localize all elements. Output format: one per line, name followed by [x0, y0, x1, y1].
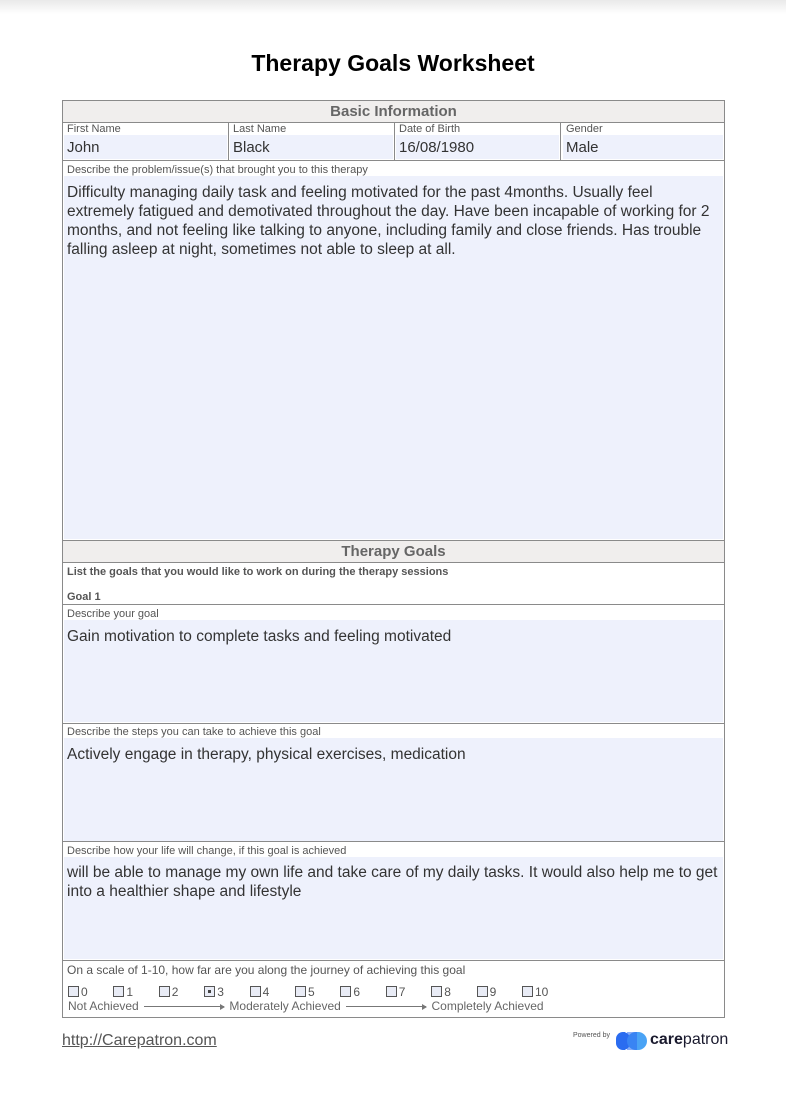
brand-bold: care	[650, 1031, 683, 1048]
scale-option-label: 10	[535, 985, 549, 999]
worksheet-form	[62, 100, 725, 1018]
divider	[228, 123, 229, 160]
scale-option-label: 0	[81, 985, 88, 999]
divider	[63, 841, 724, 842]
scale-option-10[interactable]	[522, 985, 548, 999]
problem-text: Difficulty managing daily task and feeling motivated for the past 4months. Usually feel extremely fatigued and demotivated throughout the day. Have been incapable of working for 2 months, and not feeling like talking to anyone, including family and close friends. Has trouble falling asleep at night, sometimes not able to sleep at all.	[67, 184, 710, 258]
scale-option-5[interactable]	[295, 985, 315, 999]
checkbox-icon[interactable]	[340, 986, 351, 997]
dob-value: 16/08/1980	[399, 139, 475, 156]
divider	[394, 123, 395, 160]
scale-option-label: 7	[398, 985, 406, 999]
scale-label: On a scale of 1-10, how far are you along the journey of achieving this goal	[67, 963, 466, 977]
scale-option-2[interactable]	[159, 985, 179, 999]
basic-info-heading: Basic Information	[63, 101, 724, 123]
scale-captions	[68, 999, 544, 1013]
scale-option-label: 1	[126, 985, 134, 999]
goals-instructions: List the goals that you would like to work on during the therapy sessions	[67, 566, 449, 578]
arrow-icon	[346, 1006, 426, 1007]
carepatron-logo-icon	[615, 1030, 649, 1052]
top-shadow	[0, 0, 786, 14]
divider	[63, 160, 724, 161]
checkbox-icon[interactable]	[68, 986, 79, 997]
last-name-label: Last Name	[233, 123, 287, 135]
checkbox-icon[interactable]	[250, 986, 261, 997]
checkbox-icon[interactable]	[522, 986, 533, 997]
change-text: will be able to manage my own life and take care of my daily tasks. It would also help me to get into a healthier shape and lifestyle	[67, 864, 718, 900]
scale-option-label: 2	[171, 985, 179, 999]
scale-option-label: 4	[262, 985, 270, 999]
divider	[560, 123, 561, 160]
first-name-value: John	[67, 139, 100, 156]
scale-option-9[interactable]	[477, 985, 497, 999]
divider	[63, 604, 724, 605]
scale-low-label: Not Achieved	[68, 999, 139, 1013]
scale-option-label: 6	[353, 985, 361, 999]
steps-label: Describe the steps you can take to achieve this goal	[67, 726, 321, 738]
goal-1-title: Goal 1	[67, 591, 101, 603]
checkbox-icon[interactable]	[295, 986, 306, 997]
scale-mid-label: Moderately Achieved	[229, 999, 341, 1013]
scale-high-label: Completely Achieved	[431, 999, 544, 1013]
scale-option-label: 5	[308, 985, 315, 999]
checkbox-icon[interactable]	[477, 986, 488, 997]
divider	[63, 723, 724, 724]
checkbox-icon[interactable]	[386, 986, 397, 997]
scale-option-6[interactable]	[340, 985, 360, 999]
scale-option-3[interactable]	[204, 985, 224, 999]
checkbox-icon[interactable]	[113, 986, 124, 997]
powered-by-text: Powered by	[573, 1032, 610, 1039]
checkbox-icon[interactable]	[159, 986, 170, 997]
dob-label: Date of Birth	[399, 123, 461, 135]
carepatron-link[interactable]: http://Carepatron.com	[62, 1032, 217, 1049]
scale-option-8[interactable]	[431, 985, 451, 999]
scale-option-label: 9	[489, 985, 497, 999]
scale-option-label: 8	[444, 985, 451, 999]
scale-option-0[interactable]	[68, 985, 88, 999]
change-label: Describe how your life will change, if this goal is achieved	[67, 845, 347, 857]
describe-goal-label: Describe your goal	[67, 608, 159, 620]
last-name-value: Black	[233, 139, 270, 156]
scale-option-4[interactable]	[250, 985, 270, 999]
steps-text: Actively engage in therapy, physical exercises, medication	[67, 746, 466, 763]
divider	[63, 960, 724, 961]
scale-option-1[interactable]	[113, 985, 133, 999]
gender-label: Gender	[566, 123, 603, 135]
describe-goal-text: Gain motivation to complete tasks and feeling motivated	[67, 628, 452, 645]
brand-rest: patron	[682, 1031, 729, 1048]
gender-value: Male	[566, 139, 599, 156]
scale-option-label: 3	[217, 985, 224, 999]
scale-option-7[interactable]	[386, 985, 406, 999]
arrow-icon	[144, 1006, 224, 1007]
problem-label: Describe the problem/issue(s) that brought you to this therapy	[67, 164, 368, 176]
carepatron-brand	[650, 1031, 728, 1049]
checkbox-icon[interactable]	[204, 986, 215, 997]
therapy-goals-heading: Therapy Goals	[63, 541, 724, 563]
page-title: Therapy Goals Worksheet	[251, 50, 535, 76]
checkbox-icon[interactable]	[431, 986, 442, 997]
first-name-label: First Name	[67, 123, 121, 135]
